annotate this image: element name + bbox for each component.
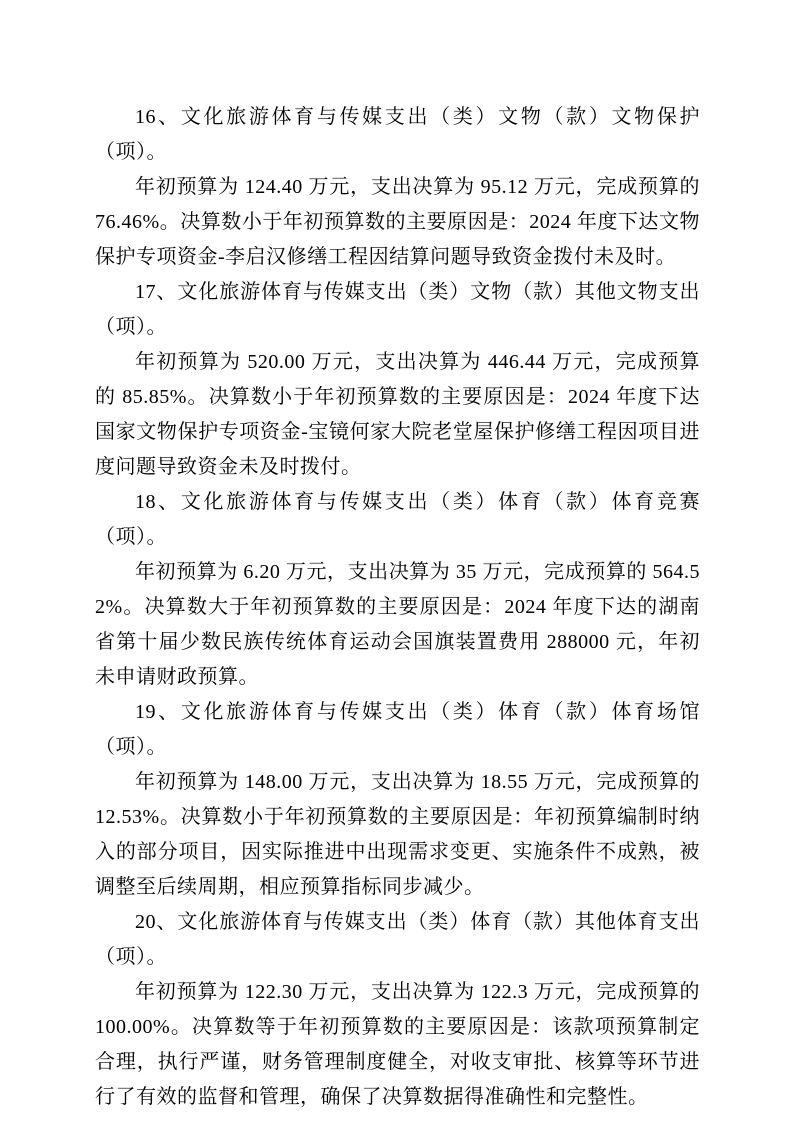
item-17-heading: 17、文化旅游体育与传媒支出（类）文物（款）其他文物支出（项）。 [95, 281, 700, 338]
item-16-heading: 16、文化旅游体育与传媒支出（类）文物（款）文物保护（项）。 [95, 106, 700, 163]
document-body [95, 100, 700, 1115]
item-19-detail: 年初预算为 148.00 万元，支出决算为 18.55 万元，完成预算的 12.53%。决算数小于年初预算数的主要原因是：年初预算编制时纳入的部分项目，因实际推进中出现需求变更、实施条件不成熟，被调整至后续周期，相应预算指标同步减少。 [95, 771, 700, 898]
item-20-detail: 年初预算为 122.30 万元，支出决算为 122.3 万元，完成预算的 100.00%。决算数等于年初预算数的主要原因是：该款项预算制定合理，执行严谨，财务管理制度健全，对收支审批、核算等环节进行了有效的监督和管理，确保了决算数据得准确性和完整性。 [95, 981, 700, 1108]
item-16-detail: 年初预算为 124.40 万元，支出决算为 95.12 万元，完成预算的 76.46%。决算数小于年初预算数的主要原因是：2024 年度下达文物保护专项资金-李启汉修缮工程因结算问题导致资金拨付未及时。 [95, 176, 700, 268]
item-18-detail: 年初预算为 6.20 万元，支出决算为 35 万元，完成预算的 564.52%。决算数大于年初预算数的主要原因是：2024 年度下达的湖南省第十届少数民族传统体育运动会国旗装置费用 288000 元，年初未申请财政预算。 [95, 561, 700, 688]
item-18-heading: 18、文化旅游体育与传媒支出（类）体育（款）体育竞赛（项）。 [95, 491, 700, 548]
item-19-heading: 19、文化旅游体育与传媒支出（类）体育（款）体育场馆（项）。 [95, 701, 700, 758]
item-17-detail: 年初预算为 520.00 万元，支出决算为 446.44 万元，完成预算的 85.85%。决算数小于年初预算数的主要原因是：2024 年度下达国家文物保护专项资金-宝镜何家大院老堂屋保护修缮工程因项目进度问题导致资金未及时拨付。 [95, 351, 700, 478]
item-20-heading: 20、文化旅游体育与传媒支出（类）体育（款）其他体育支出（项）。 [95, 911, 700, 968]
